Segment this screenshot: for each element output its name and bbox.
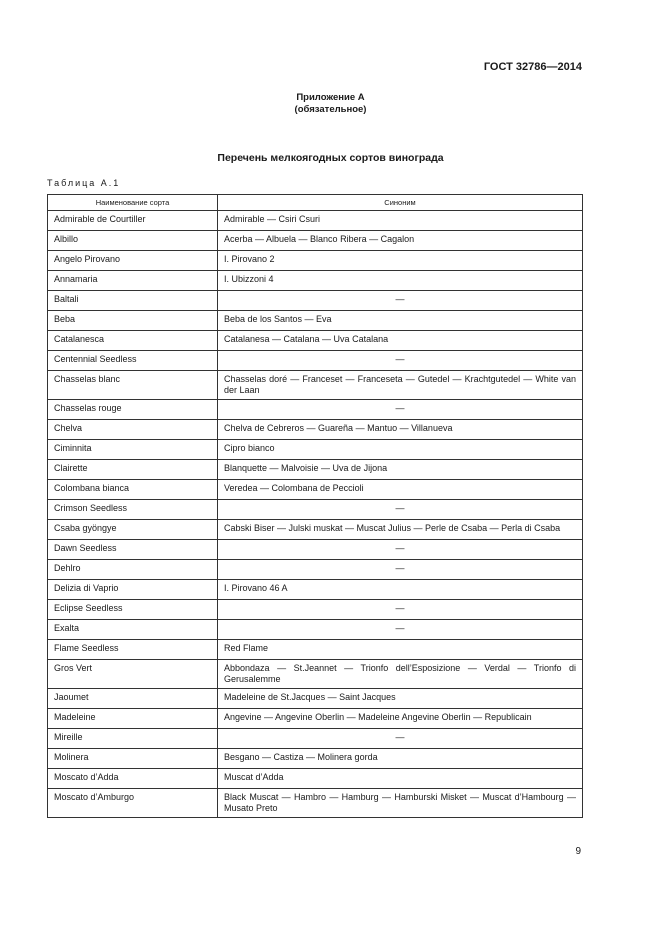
variety-synonym: — [218,400,583,420]
variety-name: Annamaria [48,271,218,291]
annex-title: Приложение А [296,92,365,103]
variety-synonym: — [218,500,583,520]
variety-synonym: — [218,351,583,371]
variety-synonym: — [218,540,583,560]
variety-name: Chasselas blanc [48,371,218,400]
variety-name: Exalta [48,620,218,640]
variety-synonym: I. Pirovano 46 A [218,580,583,600]
table-body [48,211,583,818]
variety-name: Albillo [48,231,218,251]
column-header-name: Наименование сорта [48,195,218,211]
table-caption: Таблица А.1 [47,178,121,188]
table-row [48,351,583,371]
variety-name: Clairette [48,460,218,480]
table-row [48,480,583,500]
variety-name: Chelva [48,420,218,440]
table-row [48,580,583,600]
variety-name: Jaoumet [48,689,218,709]
page-number: 9 [575,846,581,857]
table-row [48,291,583,311]
variety-name: Flame Seedless [48,640,218,660]
variety-synonym: Blanquette — Malvoisie — Uva de Jijona [218,460,583,480]
table-row [48,749,583,769]
table-row [48,420,583,440]
table-row [48,640,583,660]
table-row [48,371,583,400]
variety-name: Eclipse Seedless [48,600,218,620]
variety-name: Dawn Seedless [48,540,218,560]
table-row [48,440,583,460]
annex-heading [0,92,661,116]
table-row [48,729,583,749]
table-row [48,400,583,420]
grape-varieties-table [47,194,583,818]
variety-synonym: Abbondaza — St.Jeannet — Trionfo dell’Esposizione — Verdal — Trionfo di Gerusalemme [218,660,583,689]
variety-synonym: Cipro bianco [218,440,583,460]
variety-name: Baltali [48,291,218,311]
variety-name: Crimson Seedless [48,500,218,520]
variety-synonym: Red Flame [218,640,583,660]
variety-name: Beba [48,311,218,331]
table-row [48,620,583,640]
variety-name: Angelo Pirovano [48,251,218,271]
variety-synonym: Admirable — Csiri Csuri [218,211,583,231]
variety-name: Moscato d’Adda [48,769,218,789]
table-row [48,600,583,620]
variety-synonym: — [218,620,583,640]
variety-synonym: Madeleine de St.Jacques — Saint Jacques [218,689,583,709]
variety-name: Molinera [48,749,218,769]
variety-synonym: — [218,291,583,311]
variety-name: Gros Vert [48,660,218,689]
variety-synonym: Chelva de Cebreros — Guareña — Mantuo — Villanueva [218,420,583,440]
table-row [48,231,583,251]
standard-number: ГОСТ 32786—2014 [483,61,582,73]
variety-name: Ciminnita [48,440,218,460]
table-row [48,311,583,331]
table-row [48,520,583,540]
variety-synonym: Angevine — Angevine Oberlin — Madeleine Angevine Oberlin — Republicain [218,709,583,729]
variety-synonym: Chasselas doré — Franceset — Franceseta — Gutedel — Krachtgutedel — White van der Laan [218,371,583,400]
variety-name: Chasselas rouge [48,400,218,420]
variety-name: Madeleine [48,709,218,729]
variety-synonym: Beba de los Santos — Eva [218,311,583,331]
variety-synonym: — [218,600,583,620]
variety-synonym: I. Pirovano 2 [218,251,583,271]
variety-name: Catalanesca [48,331,218,351]
table-header-row [48,195,583,211]
variety-name: Delizia di Vaprio [48,580,218,600]
table-row [48,211,583,231]
table-row [48,331,583,351]
table-row [48,271,583,291]
annex-note: (обязательное) [294,104,367,115]
table-row [48,251,583,271]
variety-name: Centennial Seedless [48,351,218,371]
table-row [48,560,583,580]
variety-synonym: — [218,729,583,749]
column-header-synonym: Синоним [218,195,583,211]
table-row [48,460,583,480]
table-row [48,789,583,818]
table-row [48,540,583,560]
variety-synonym: Catalanesa — Catalana — Uva Catalana [218,331,583,351]
variety-name: Admirable de Courtiller [48,211,218,231]
variety-synonym: Veredea — Colombana de Peccioli [218,480,583,500]
variety-name: Mireille [48,729,218,749]
document-title: Перечень мелкоягодных сортов винограда [217,152,444,164]
table-row [48,769,583,789]
variety-synonym: Black Muscat — Hambro — Hamburg — Hamburski Misket — Muscat d’Hambourg — Musato Preto [218,789,583,818]
variety-name: Colombana bianca [48,480,218,500]
variety-name: Csaba gyöngye [48,520,218,540]
variety-name: Dehlro [48,560,218,580]
variety-synonym: I. Ubizzoni 4 [218,271,583,291]
table-row [48,660,583,689]
variety-synonym: Besgano — Castiza — Molinera gorda [218,749,583,769]
variety-synonym: Cabski Biser — Julski muskat — Muscat Julius — Perle de Csaba — Perla di Csaba [218,520,583,540]
table-row [48,500,583,520]
variety-synonym: Muscat d’Adda [218,769,583,789]
variety-name: Moscato d’Amburgo [48,789,218,818]
variety-synonym: Acerba — Albuela — Blanco Ribera — Cagalon [218,231,583,251]
table-row [48,689,583,709]
variety-synonym: — [218,560,583,580]
table-row [48,709,583,729]
